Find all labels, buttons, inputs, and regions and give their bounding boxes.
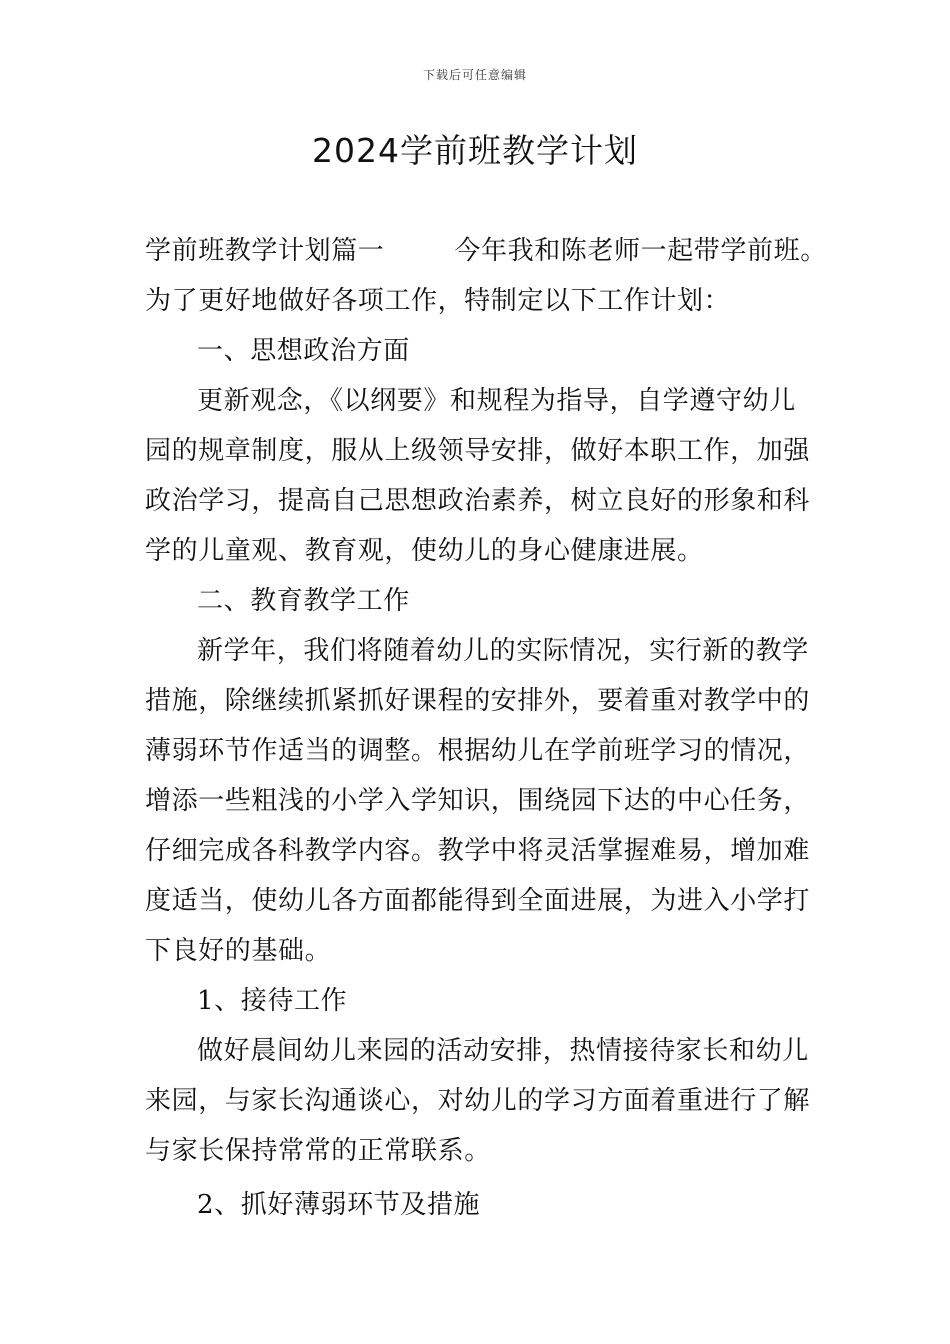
paragraph-line: 下良好的基础。 <box>145 936 332 966</box>
header-note: 下载后可任意编辑 <box>422 68 527 82</box>
paragraph-line: 新学年，我们将随着幼儿的实际情况，实行新的教学 <box>197 636 809 666</box>
subsection-heading-2: 2、抓好薄弱环节及措施 <box>197 1190 481 1220</box>
page-title: 2024学前班教学计划 <box>312 131 638 170</box>
paragraph-line: 增添一些粗浅的小学入学知识，围绕园下达的中心任务， <box>145 786 811 816</box>
paragraph-line: 度适当，使幼儿各方面都能得到全面进展，为进入小学打 <box>145 886 811 916</box>
paragraph-line: 措施，除继续抓紧抓好课程的安排外，要着重对教学中的 <box>145 686 811 716</box>
paragraph-line: 为了更好地做好各项工作，特制定以下工作计划： <box>145 286 731 316</box>
intro-heading: 学前班教学计划篇一 <box>145 236 385 266</box>
section-heading-1: 一、思想政治方面 <box>197 336 410 366</box>
intro-line <box>145 226 827 276</box>
paragraph-line: 园的规章制度，服从上级领导安排，做好本职工作，加强 <box>145 436 811 466</box>
section-heading-2: 二、教育教学工作 <box>197 586 410 616</box>
paragraph-line: 更新观念，《以纲要》和规程为指导，自学遵守幼儿 <box>197 386 796 416</box>
paragraph-line: 政治学习，提高自己思想政治素养，树立良好的形象和科 <box>145 486 811 516</box>
paragraph-line: 来园，与家长沟通谈心，对幼儿的学习方面着重进行了解 <box>145 1086 811 1116</box>
paragraph-line: 学的儿童观、教育观，使幼儿的身心健康进展。 <box>145 536 704 566</box>
document-body <box>145 226 827 1230</box>
paragraph-line: 与家长保持常常的正常联系。 <box>145 1136 491 1166</box>
subsection-heading-1: 1、接待工作 <box>197 986 348 1016</box>
paragraph-line: 薄弱环节作适当的调整。根据幼儿在学前班学习的情况， <box>145 736 811 766</box>
intro-text: 今年我和陈老师一起带学前班。 <box>454 236 827 266</box>
paragraph-line: 仔细完成各科教学内容。教学中将灵活掌握难易，增加难 <box>145 836 811 866</box>
paragraph-line: 做好晨间幼儿来园的活动安排，热情接待家长和幼儿 <box>197 1036 809 1066</box>
